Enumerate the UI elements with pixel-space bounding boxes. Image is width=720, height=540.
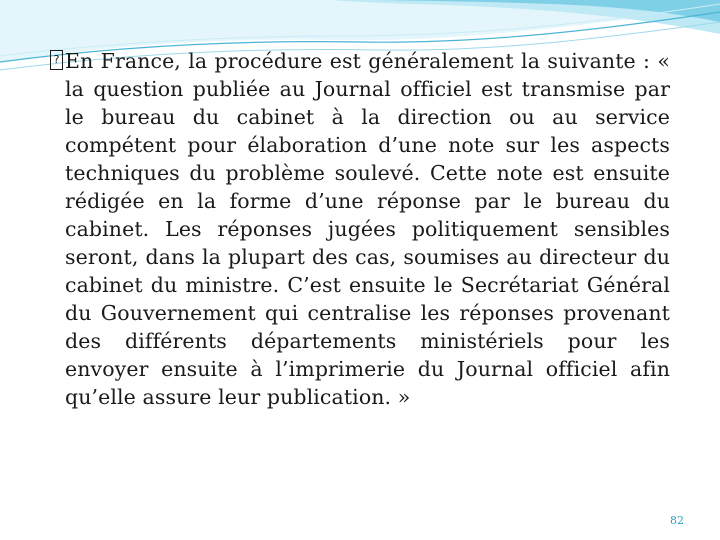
missing-glyph-bullet-icon: ? xyxy=(50,50,63,70)
body-paragraph: En France, la procédure est généralement la suivante : « la question publiée au Journal officiel est transmise par le bureau du cabinet à la direction ou au service compétent pour élaboration d’une note sur les aspects techniques du problème soulevé. Cette note est ensuite rédigée en la forme d’une réponse par le bureau du cabinet. Les réponses jugées politiquement sensibles seront, dans la plupart des cas, soumises au directeur du cabinet du ministre. C’est ensuite le Secrétariat Général du Gouvernement qui centralise les réponses provenant des différents départements ministériels pour les envoyer ensuite à l’imprimerie du Journal officiel afin qu’elle assure leur publication. » xyxy=(65,49,670,409)
page-number: 82 xyxy=(670,514,684,527)
